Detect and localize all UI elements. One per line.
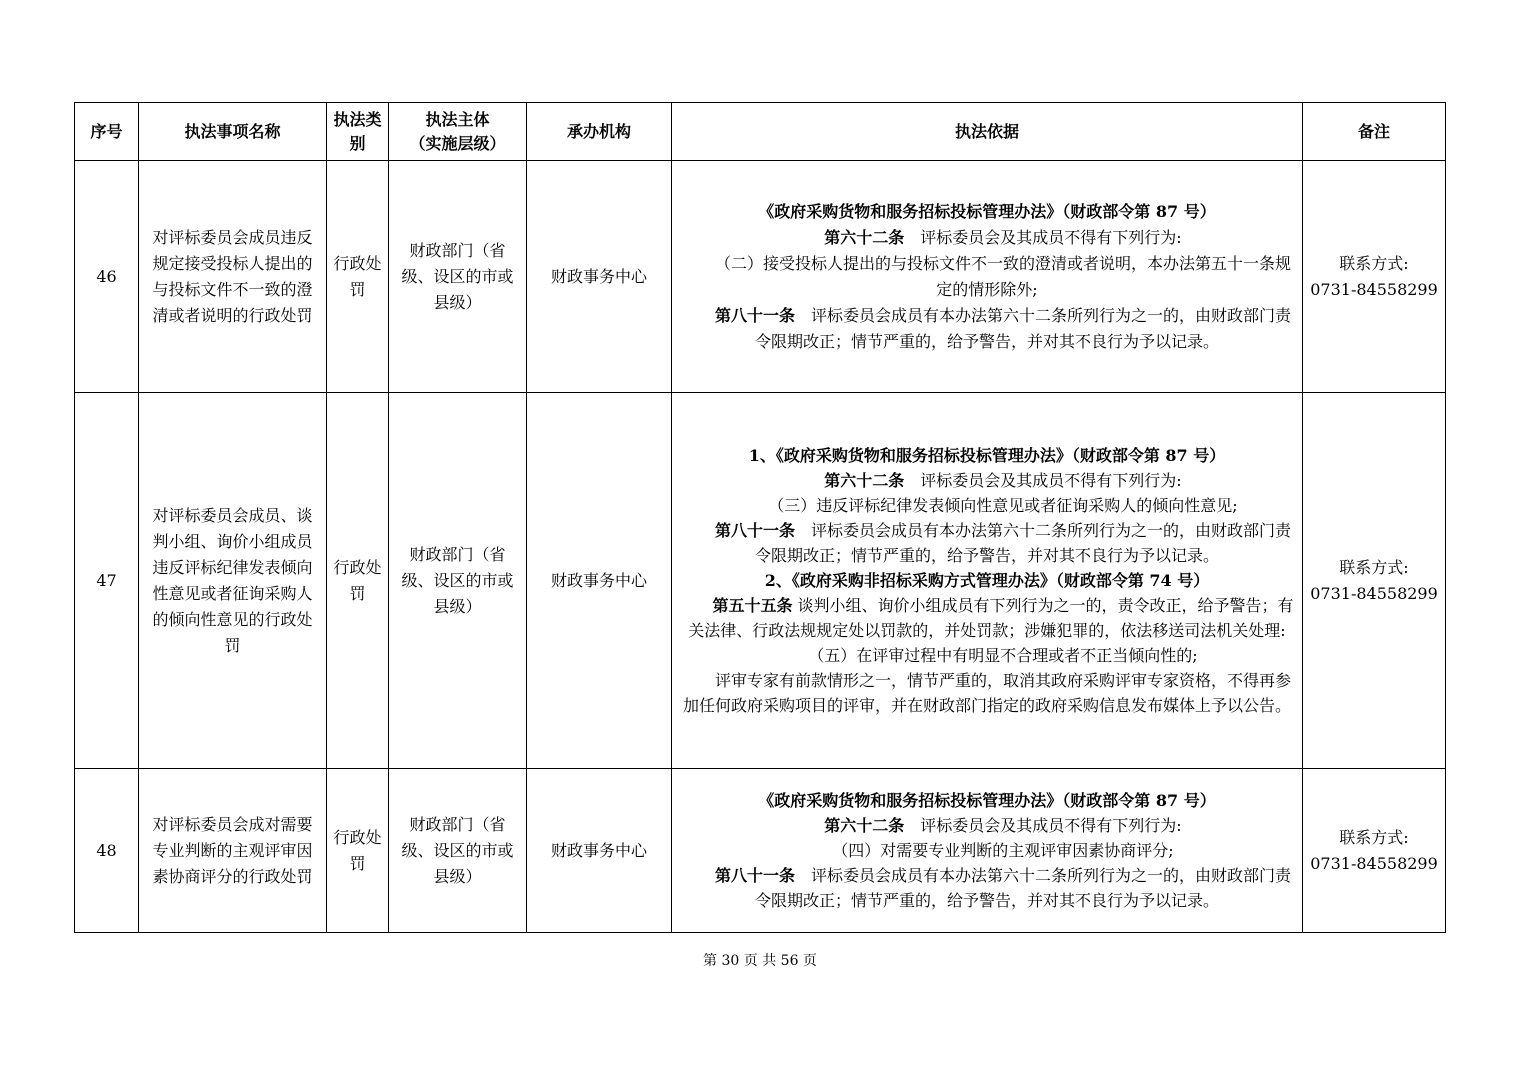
row-type: 行政处罚 — [327, 769, 389, 933]
basis-article: 第五十五条 — [712, 596, 793, 615]
row-org: 财政事务中心 — [527, 769, 672, 933]
header-org: 承办机构 — [527, 103, 672, 161]
basis-paragraph — [678, 303, 1296, 355]
basis-law-title: 2、《政府采购非招标采购方式管理办法》（财政部令第 74 号） — [764, 571, 1210, 590]
basis-paragraph — [678, 593, 1296, 643]
remark-label: 联系方式: — [1339, 557, 1409, 577]
table-row — [75, 161, 1446, 393]
basis-article: 第八十一条 — [714, 866, 795, 885]
header-type: 执法类别 — [327, 103, 389, 161]
basis-paragraph — [678, 813, 1296, 838]
row-org: 财政事务中心 — [527, 161, 672, 393]
row-remark — [1303, 769, 1446, 933]
basis-text: 评标委员会成员有本办法第六十二条所列行为之一的，由财政部门责令限期改正；情节严重的，给予警告，并对其不良行为予以记录。 — [754, 305, 1292, 351]
basis-article: 第八十一条 — [714, 305, 795, 325]
basis-paragraph: （二）接受投标人提出的与投标文件不一致的澄清或者说明，本办法第五十一条规定的情形除外; — [714, 253, 1291, 299]
table-header-row — [75, 103, 1446, 161]
basis-text: 评标委员会及其成员不得有下列行为: — [904, 471, 1182, 490]
basis-law-title: 1、《政府采购货物和服务招标投标管理办法》（财政部令第 87 号） — [748, 446, 1226, 465]
header-subject — [389, 103, 527, 161]
basis-text: 评标委员会成员有本办法第六十二条所列行为之一的，由财政部门责令限期改正；情节严重的，给予警告，并对其不良行为予以记录。 — [754, 866, 1292, 910]
basis-paragraph — [678, 863, 1296, 913]
row-name: 对评标委员会成员违反规定接受投标人提出的与投标文件不一致的澄清或者说明的行政处罚 — [139, 161, 327, 393]
row-subject: 财政部门（省级、设区的市或县级） — [389, 393, 527, 769]
basis-text: 谈判小组、询价小组成员有下列行为之一的，责令改正，给予警告；有关法律、行政法规规定处以罚款的，并处罚款；涉嫌犯罪的，依法移送司法机关处理: — [688, 596, 1294, 640]
basis-paragraph: 评审专家有前款情形之一，情节严重的，取消其政府采购评审专家资格，不得再参加任何政府采购项目的评审，并在财政部门指定的政府采购信息发布媒体上予以公告。 — [682, 671, 1291, 715]
remark-label: 联系方式: — [1339, 827, 1409, 847]
row-basis — [672, 161, 1303, 393]
header-seq: 序号 — [75, 103, 139, 161]
basis-text: 评标委员会成员有本办法第六十二条所列行为之一的，由财政部门责令限期改正；情节严重的，给予警告，并对其不良行为予以记录。 — [754, 521, 1292, 565]
row-seq: 48 — [75, 769, 139, 933]
enforcement-table — [74, 102, 1446, 933]
row-subject: 财政部门（省级、设区的市或县级） — [389, 161, 527, 393]
basis-paragraph: （三）违反评标纪律发表倾向性意见或者征询采购人的倾向性意见; — [768, 496, 1238, 515]
basis-law-title: 《政府采购货物和服务招标投标管理办法》（财政部令第 87 号） — [758, 791, 1216, 810]
basis-law-title: 《政府采购货物和服务招标投标管理办法》（财政部令第 87 号） — [758, 201, 1216, 221]
row-org: 财政事务中心 — [527, 393, 672, 769]
remark-phone: 0731-84558299 — [1310, 853, 1438, 873]
basis-paragraph — [678, 518, 1296, 568]
basis-paragraph: （五）在评审过程中有明显不合理或者不正当倾向性的; — [808, 646, 1198, 665]
page-footer: 第 30 页 共 56 页 — [703, 953, 817, 969]
basis-paragraph: （四）对需要专业判断的主观评审因素协商评分; — [832, 841, 1174, 860]
basis-article: 第六十二条 — [824, 227, 905, 247]
table-row — [75, 769, 1446, 933]
basis-article: 第八十一条 — [714, 521, 795, 540]
header-subject-line1: 执法主体 — [425, 109, 490, 129]
row-name: 对评标委员会成员、谈判小组、询价小组成员违反评标纪律发表倾向性意见或者征询采购人的倾向性意见的行政处罚 — [139, 393, 327, 769]
row-remark — [1303, 393, 1446, 769]
row-type: 行政处罚 — [327, 393, 389, 769]
basis-article: 第六十二条 — [824, 471, 905, 490]
header-name: 执法事项名称 — [139, 103, 327, 161]
table-row — [75, 393, 1446, 769]
basis-text: 评标委员会及其成员不得有下列行为: — [904, 227, 1182, 247]
header-remark: 备注 — [1303, 103, 1446, 161]
header-subject-line2: （实施层级） — [409, 133, 506, 153]
basis-paragraph — [678, 468, 1296, 493]
remark-phone: 0731-84558299 — [1310, 583, 1438, 603]
row-seq: 46 — [75, 161, 139, 393]
remark-phone: 0731-84558299 — [1310, 279, 1438, 299]
row-subject: 财政部门（省级、设区的市或县级） — [389, 769, 527, 933]
basis-paragraph — [678, 225, 1296, 251]
header-basis: 执法依据 — [672, 103, 1303, 161]
remark-label: 联系方式: — [1339, 253, 1409, 273]
basis-article: 第六十二条 — [824, 816, 905, 835]
row-type: 行政处罚 — [327, 161, 389, 393]
row-name: 对评标委员会成对需要专业判断的主观评审因素协商评分的行政处罚 — [139, 769, 327, 933]
row-remark — [1303, 161, 1446, 393]
basis-text: 评标委员会及其成员不得有下列行为: — [904, 816, 1182, 835]
row-basis — [672, 393, 1303, 769]
row-basis — [672, 769, 1303, 933]
row-seq: 47 — [75, 393, 139, 769]
